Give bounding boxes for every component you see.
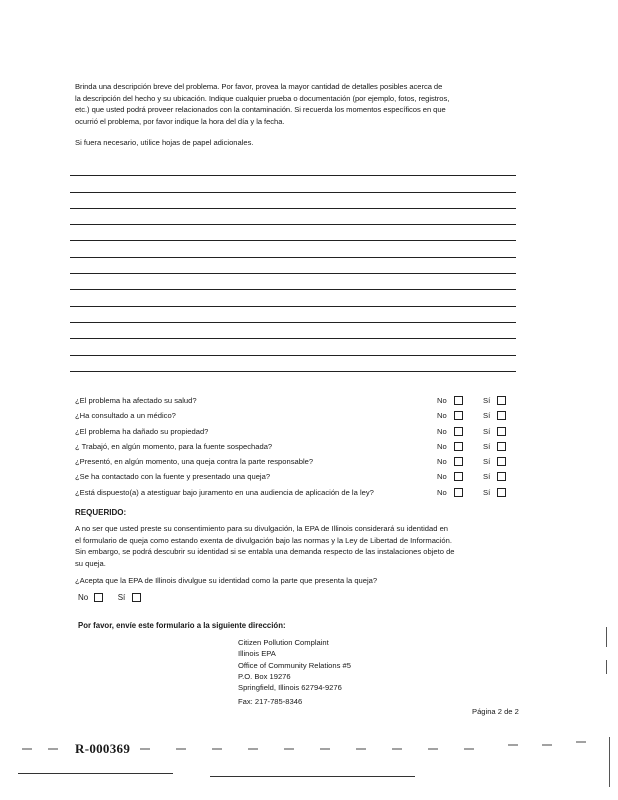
writing-line[interactable] [70,290,516,306]
no-checkbox[interactable] [454,472,463,481]
address-line: Springfield, Illinois 62794-9276 [238,683,342,693]
writing-line[interactable] [70,209,516,225]
consent-line: el formulario de queja como estando exenta de divulgación bajo las normas y la Ley de Libertad de Información. [75,535,452,545]
address-line: Office of Community Relations #5 [238,660,351,670]
question-text: ¿Presentó, en algún momento, una queja contra la parte responsable? [75,457,314,467]
address-line: P.O. Box 19276 [238,671,291,681]
address-line: Illinois EPA [238,649,276,659]
question-row [75,488,515,503]
writing-line[interactable] [70,274,516,290]
writing-line[interactable] [70,193,516,209]
si-label: Sí [483,396,491,405]
question-row [75,457,515,472]
mailing-address [238,637,351,693]
disclosure-options [78,593,141,602]
question-text: ¿Está dispuesto(a) a atestiguar bajo juramento en una audiencia de aplicación de la ley? [75,487,374,497]
no-label: No [437,487,447,497]
no-checkbox[interactable] [454,411,463,420]
question-text: ¿ Trabajó, en algún momento, para la fuente sospechada? [75,441,273,451]
no-label: No [437,441,447,451]
writing-line[interactable] [70,307,516,323]
si-checkbox[interactable] [497,396,506,405]
si-label: Sí [483,457,491,467]
question-text: ¿Se ha contactado con la fuente y presentado una queja? [75,472,271,482]
required-heading: REQUERIDO: [75,508,127,517]
si-label: Sí [483,441,491,451]
si-checkbox[interactable] [497,457,506,466]
no-checkbox[interactable] [454,442,463,451]
no-label: No [437,411,447,421]
writing-line[interactable] [70,241,516,257]
instructions-line: etc.) que usted podrá proveer relacionados con la contaminación. Si recuerda los momentos específicos en que [75,105,446,115]
question-row [75,411,515,426]
address-line: Citizen Pollution Complaint [238,638,329,647]
no-label: No [437,426,447,436]
question-row [75,442,515,457]
consent-paragraph [75,523,515,569]
writing-line[interactable] [70,323,516,339]
question-row [75,396,515,411]
instructions-line: la descripción del hecho y su ubicación. Indique cualquier prueba o documentación (por ejemplo, fotos, registros, [75,93,450,103]
scan-edge-mark [606,660,607,674]
writing-line[interactable] [70,339,516,355]
consent-line: A no ser que usted preste su consentimiento para su divulgación, la EPA de Illinois considerará su identidad en [75,524,449,533]
writing-line[interactable] [70,176,516,192]
disclosure-no-checkbox[interactable] [94,593,103,602]
question-text: ¿Ha consultado a un médico? [75,411,176,421]
scan-artifact-rule [210,776,415,777]
instructions-line: ocurrió el problema, por favor indique la hora del día y la fecha. [75,116,285,126]
si-label: Sí [483,426,491,436]
question-text: ¿El problema ha afectado su salud? [75,396,197,405]
fax-number: Fax: 217-785-8346 [238,697,303,706]
footer-dash-line [0,737,618,757]
no-checkbox[interactable] [454,488,463,497]
si-checkbox[interactable] [497,488,506,497]
no-checkbox[interactable] [454,457,463,466]
writing-line[interactable] [70,356,516,372]
no-checkbox[interactable] [454,427,463,436]
no-label: No [437,396,447,405]
si-checkbox[interactable] [497,427,506,436]
si-label: Sí [483,411,491,421]
si-checkbox[interactable] [497,472,506,481]
scan-edge-mark [606,627,607,647]
disclosure-question: ¿Acepta que la EPA de Illinois divulgue su identidad como la parte que presenta la queja? [75,576,378,585]
consent-line: Sin embargo, se podrá descubrir su identidad si se entabla una demanda respecto de las instalaciones objeto de [75,547,455,557]
disclosure-si-checkbox[interactable] [132,593,141,602]
no-label: No [437,472,447,482]
mailing-instructions: Por favor, envíe este formulario a la siguiente dirección: [78,621,286,630]
no-label: No [437,457,447,467]
scan-artifact-rule [18,773,173,774]
scan-edge-mark [609,737,610,787]
si-checkbox[interactable] [497,442,506,451]
si-label: Sí [483,472,491,482]
yes-no-questions [75,396,515,503]
si-checkbox[interactable] [497,411,506,420]
instructions-paragraph [75,81,515,127]
disclosure-si-label: Sí [117,593,126,602]
question-row [75,427,515,442]
page-number: Página 2 de 2 [472,707,519,716]
instructions-line: Brinda una descripción breve del problema. Por favor, provea la mayor cantidad de detalles posibles acerca de [75,82,443,91]
question-row [75,472,515,487]
extra-paper-note: Si fuera necesario, utilice hojas de papel adicionales. [75,138,254,147]
question-text: ¿El problema ha dañado su propiedad? [75,426,209,436]
consent-line: su queja. [75,558,106,568]
si-label: Sí [483,487,491,497]
description-writing-lines[interactable] [70,160,516,372]
bates-number: R-000369 [75,741,131,756]
no-checkbox[interactable] [454,396,463,405]
writing-line[interactable] [70,225,516,241]
writing-line[interactable] [70,258,516,274]
disclosure-no-label: No [78,593,89,602]
writing-line[interactable] [70,160,516,176]
